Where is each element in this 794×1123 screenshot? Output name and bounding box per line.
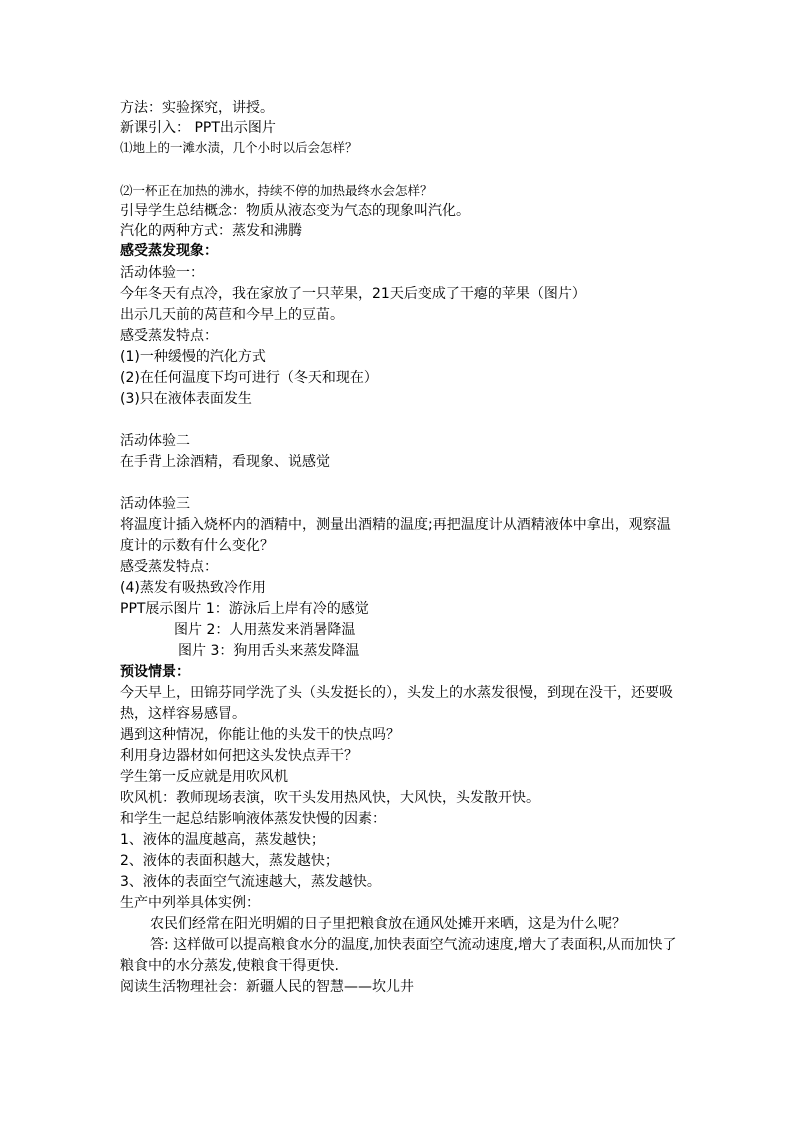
list-item: (4)蒸发有吸热致冷作用 [120, 580, 266, 596]
paragraph-line: 吹风机：教师现场表演，吹干头发用热风快，大风快，头发散开快。 [120, 790, 540, 806]
paragraph-line: 利用身边器材如何把这头发快点弄干？ [120, 748, 358, 764]
section-heading-scenario: 预设情景： [120, 664, 190, 680]
list-item: (3)只在液体表面发生 [120, 391, 252, 407]
paragraph-line: 农民们经常在阳光明媚的日子里把粮食放在通风处摊开来晒，这是为什么呢？ [150, 916, 626, 932]
paragraph-line: 今年冬天有点冷，我在家放了一只苹果，21天后变成了干瘪的苹果（图片） [120, 286, 586, 302]
paragraph-line: 出示几天前的莴苣和今早上的豆苗。 [120, 307, 344, 323]
paragraph-line: 学生第一反应就是用吹风机 [120, 769, 288, 785]
list-item: (2)在任何温度下均可进行（冬天和现在） [120, 370, 378, 386]
method-line: 方法：实验探究，讲授。 [120, 100, 274, 116]
answer-line: 答: 这样做可以提高粮食水分的温度,加快表面空气流动速度,增大了表面积,从而加快了 [150, 937, 677, 953]
list-item: 2、液体的表面积越大，蒸发越快； [120, 853, 339, 869]
answer-line: 粮食中的水分蒸发,使粮食干得更快. [120, 958, 339, 974]
vaporization-types-line: 汽化的两种方式：蒸发和沸腾 [120, 223, 302, 239]
reading-line: 阅读生活物理社会：新疆人民的智慧——坎儿井 [120, 979, 414, 995]
activity-1-heading: 活动体验一： [120, 265, 204, 281]
paragraph-line: 将温度计插入烧杯内的酒精中，测量出酒精的温度;再把温度计从酒精液体中拿出，观察温 [120, 517, 671, 533]
question-1-line: ⑴地上的一滩水渍，几个小时以后会怎样？ [120, 140, 358, 155]
list-item: (1)一种缓慢的汽化方式 [120, 349, 266, 365]
features-heading: 感受蒸发特点： [120, 559, 218, 575]
list-item: 3、液体的表面空气流速越大，蒸发越快。 [120, 874, 381, 890]
features-heading: 感受蒸发特点： [120, 328, 218, 344]
ppt-image-line: 图片 3：狗用舌头来蒸发降温 [178, 643, 360, 659]
ppt-image-line: PPT展示图片 1：游泳后上岸有冷的感觉 [120, 601, 369, 617]
paragraph-line: 在手背上涂酒精，看现象、说感觉 [120, 454, 330, 470]
ppt-image-line: 图片 2：人用蒸发来消暑降温 [174, 622, 356, 638]
paragraph-line: 生产中列举具体实例： [120, 895, 260, 911]
intro-line: 新课引入： PPT出示图片 [120, 120, 276, 136]
activity-2-heading: 活动体验二 [120, 433, 190, 449]
list-item: 1、液体的温度越高，蒸发越快； [120, 832, 325, 848]
section-heading-evaporation: 感受蒸发现象： [120, 243, 218, 259]
activity-3-heading: 活动体验三 [120, 496, 190, 512]
paragraph-line: 遇到这种情况，你能让他的头发干的快点吗？ [120, 727, 400, 743]
paragraph-line: 和学生一起总结影响液体蒸发快慢的因素： [120, 811, 386, 827]
question-2-line: ⑵一杯正在加热的沸水，持续不停的加热最终水会怎样？ [120, 183, 433, 198]
paragraph-line: 热，这样容易感冒。 [120, 706, 246, 722]
paragraph-line: 度计的示数有什么变化？ [120, 538, 274, 554]
concept-line: 引导学生总结概念：物质从液态变为气态的现象叫汽化。 [120, 203, 470, 219]
paragraph-line: 今天早上，田锦芬同学洗了头（头发挺长的），头发上的水蒸发很慢，到现在没干，还要吸 [120, 685, 673, 701]
